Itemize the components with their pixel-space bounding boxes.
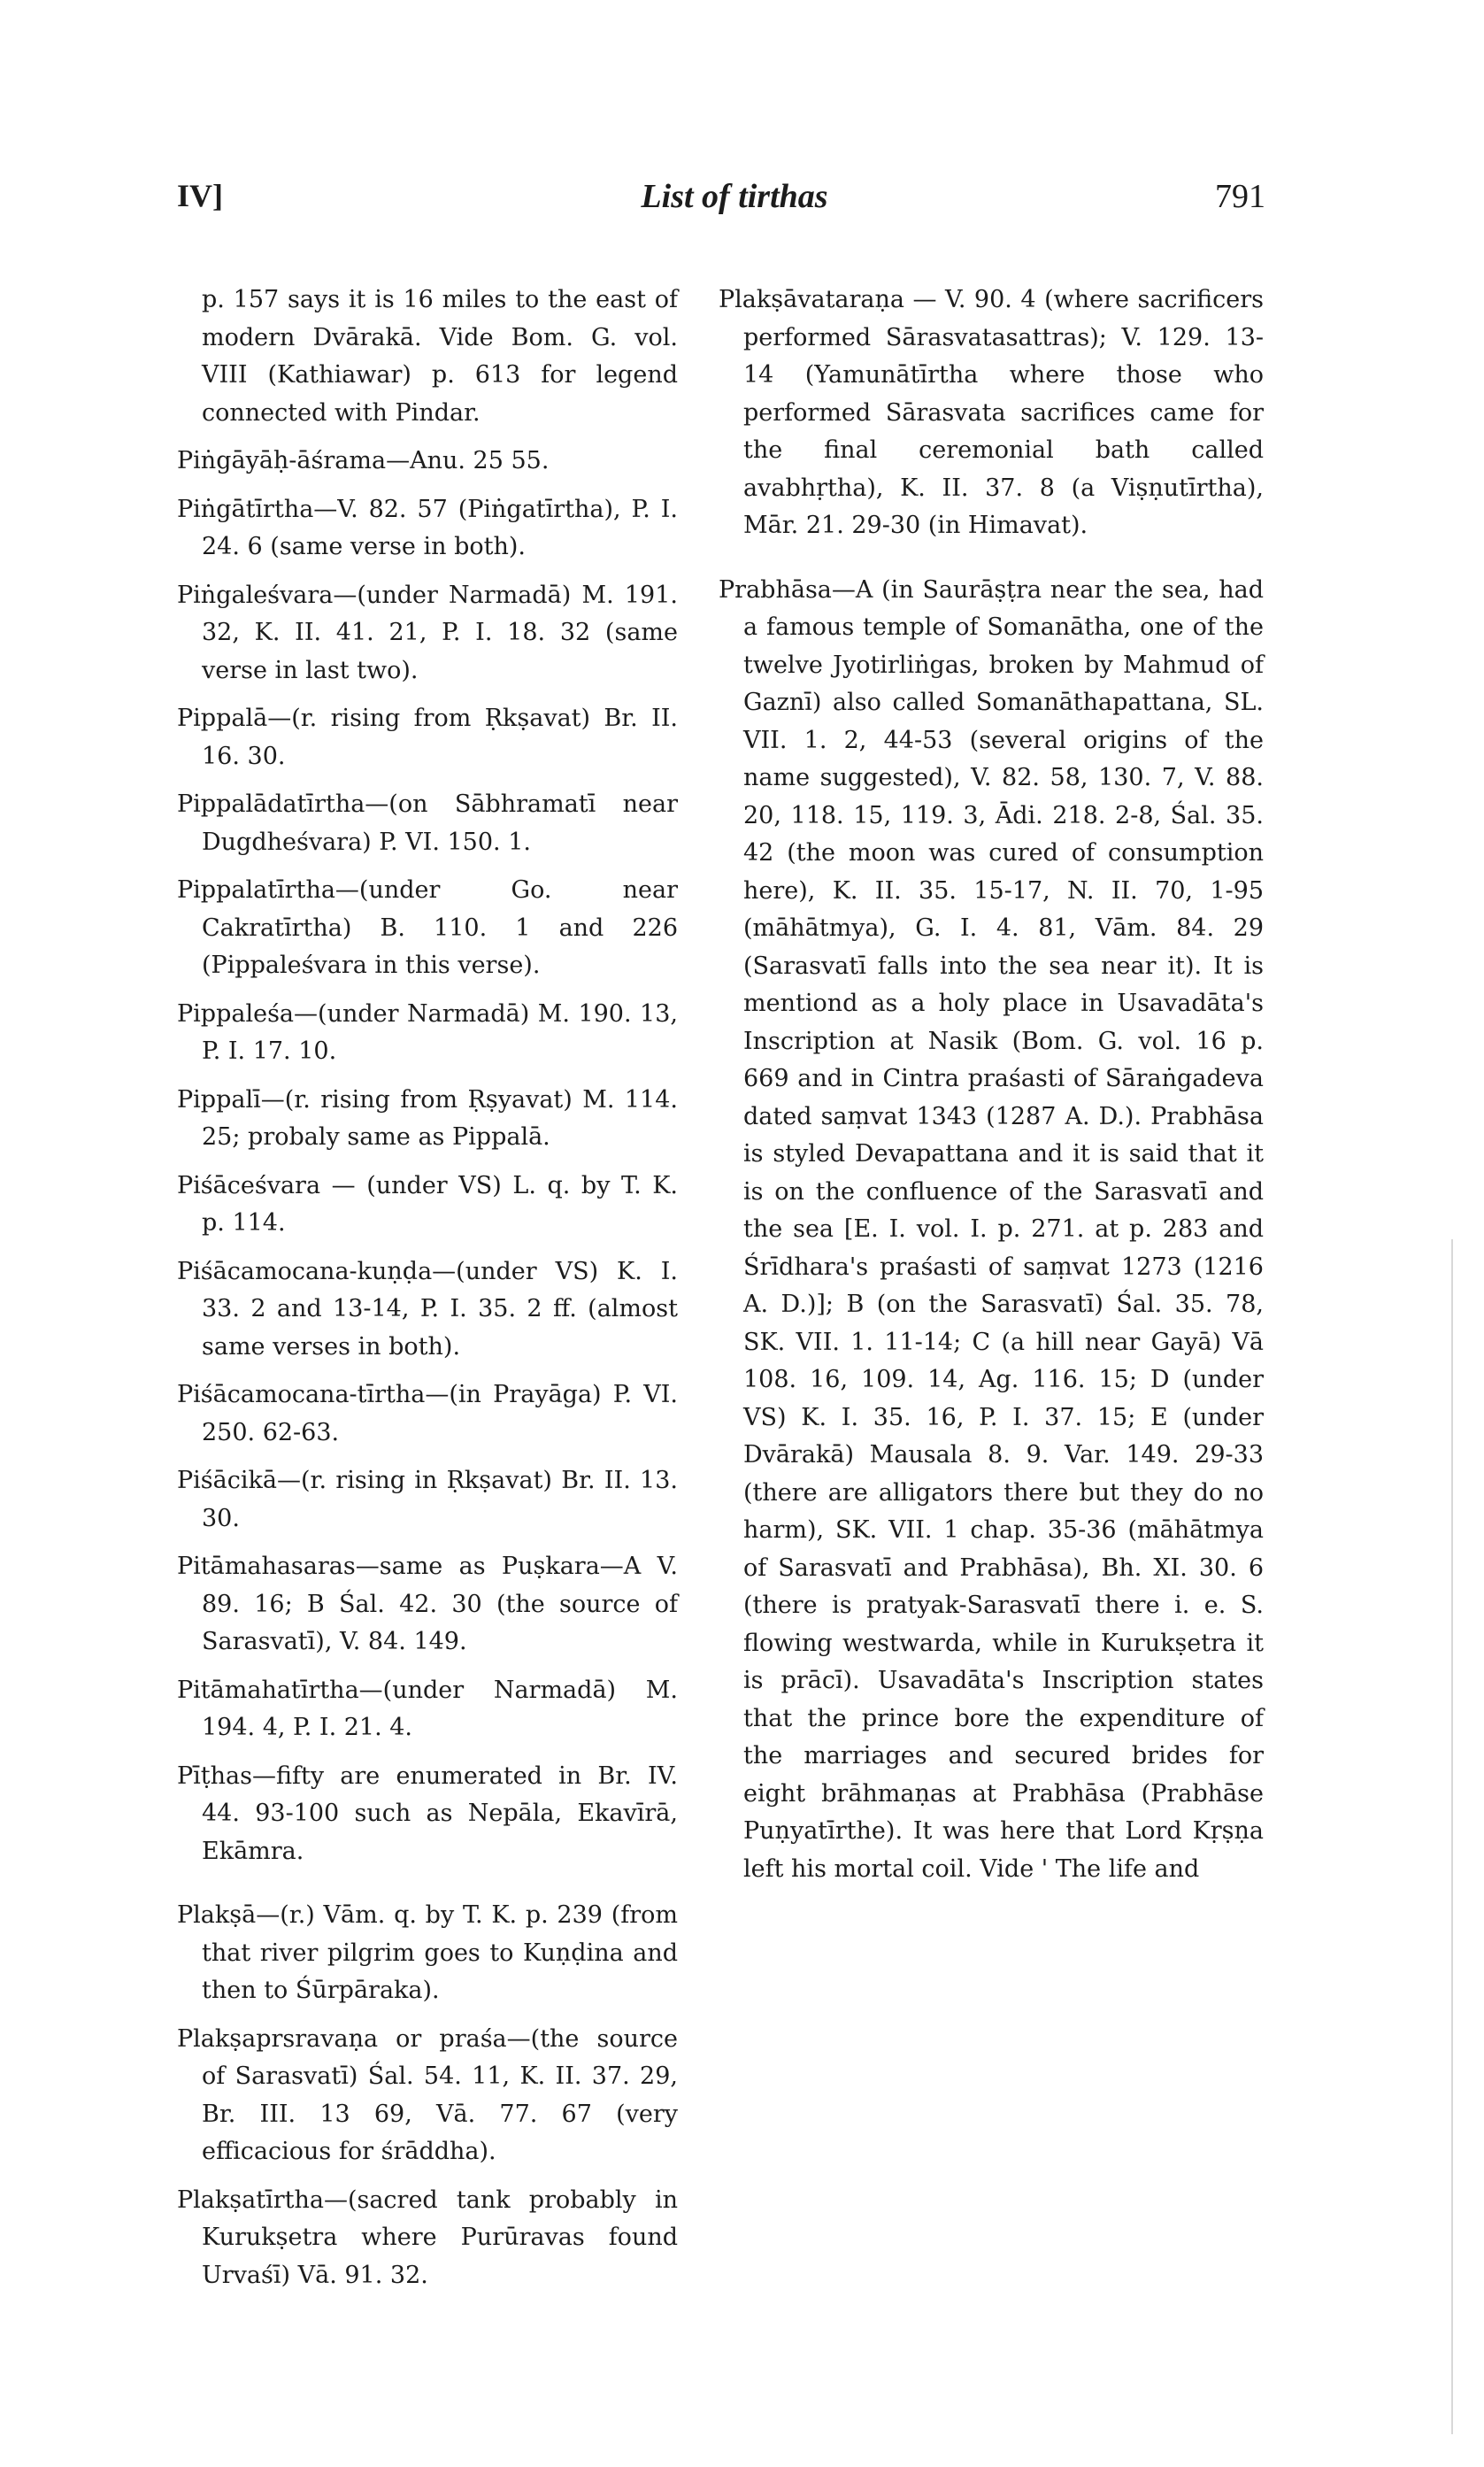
entry-pitamahasaras: Pitāmahasaras—same as Puṣkara—A V. 89. 16; B Śal. 42. 30 (the source of Sarasvatī), V. 84. 149. <box>177 1553 678 1655</box>
entry-pingatirtha: Piṅgātīrtha—V. 82. 57 (Piṅgatīrtha), P. I. 24. 6 (same verse in both). <box>177 495 678 560</box>
entry-pingayah-asrama: Piṅgāyāḥ-āśrama—Anu. 25 55. <box>177 447 550 474</box>
entry-pisacesvara: Piśāceśvara — (under VS) L. q. by T. K. p. 114. <box>177 1171 678 1237</box>
page-number: 791 <box>1215 178 1265 215</box>
entry-plaksatirtha: Plakṣatīrtha—(sacred tank probably in Kurukṣetra where Purūravas found Urvaśī) Vā. 91. 32. <box>177 2186 678 2289</box>
entry-pithas: Pīṭhas—fifty are enumerated in Br. IV. 44. 93-100 such as Nepāla, Ekavīrā, Ekāmra. <box>177 1762 678 1865</box>
scan-edge-line <box>1451 1239 1453 2434</box>
entry-pippala: Pippalā—(r. rising from Ṛkṣavat) Br. II. 16. 30. <box>177 705 678 770</box>
entry-continuation: p. 157 says it is 16 miles to the east of modern Dvārakā. Vide Bom. G. vol. VIII (Kathiawar) p. 613 for legend connected with Pindar. <box>202 286 678 427</box>
entry-pisacika: Piśācikā—(r. rising in Ṛkṣavat) Br. II. 13. 30. <box>177 1467 678 1532</box>
running-title: List of tirthas <box>641 178 828 215</box>
entry-pippali: Pippalī—(r. rising from Ṛṣyavat) M. 114. 25; probaly same as Pippalā. <box>177 1085 678 1151</box>
entry-pippaladatirtha: Pippalādatīrtha—(on Sābhramatī near Dugdheśvara) P. VI. 150. 1. <box>177 790 678 856</box>
entry-pisacamocana-tirtha: Piśācamocana-tīrtha—(in Prayāga) P. VI. 250. 62-63. <box>177 1381 678 1446</box>
entry-plaksaprsravana: Plakṣaprsravaṇa or praśa—(the source of Sarasvatī) Śal. 54. 11, K. II. 37. 29, Br. III. 13 69, Vā. 77. 67 (very efficacious for śrāddha). <box>177 2024 678 2165</box>
entry-pippalatirtha: Pippalatīrtha—(under Go. near Cakratīrtha) B. 110. 1 and 226 (Pippaleśvara in this verse). <box>177 876 678 979</box>
entry-prabhasa: Prabhāsa—A (in Saurāṣṭra near the sea, had a famous temple of Somanātha, one of the twelve Jyotirliṅgas, broken by Mahmud of Gaznī) also called Somanāthapattana, SL. VII. 1. 2, 44-53 (several origins of the name suggested), V. 82. 58, 130. 7, V. 88. 20, 118. 15, 119. 3, Ādi. 218. 2-8, Śal. 35. 42 (the moon was cured of consumption here), K. II. 35. 15-17, N. II. 70, 1-95 (māhātmya), G. I. 4. 81, Vām. 84. 29 (Sarasvatī falls into the sea near it). It is mentiond as a holy place in Usavadāta's Inscription at Nasik (Bom. G. vol. 16 p. 669 and in Cintra praśasti of Sāraṅgadeva dated saṃvat 1343 (1287 A. D.). Prabhāsa is styled Devapattana and it is said that it is on the confluence of the Sarasvatī and the sea [E. I. vol. I. p. 271. at p. 283 and Śrīdhara's praśasti of saṃvat 1273 (1216 A. D.)]; B (on the Sarasvatī) Śal. 35. 78, SK. VII. 1. 11-14; C (a hill near Gayā) Vā 108. 16, 109. 14, Ag. 116. 15; D (under VS) K. I. 35. 16, P. I. 37. 15; E (under Dvārakā) Mausala 8. 9. Var. 149. 29-33 (there are alligators there but they do no harm), SK. VII. 1 chap. 35-36 (māhātmya of Sarasvatī and Prabhāsa), Bh. XI. 30. 6 (there is pratyak-Sarasvatī there i. e. S. flowing westwarda, while in Kurukṣetra it is prācī). Usavadāta's Inscription states that the prince bore the expenditure of the marriages and secured brides for eight brāhmaṇas at Prabhāsa (Prabhāse Puṇyatīrthe). It was here that Lord Kṛṣṇa left his mortal coil. Vide ' The life and <box>719 575 1264 1883</box>
entry-plaksa: Plakṣā—(r.) Vām. q. by T. K. p. 239 (from that river pilgrim goes to Kuṇḍina and then to Śūrpāraka). <box>177 1901 678 2004</box>
section-number: IV] <box>177 178 223 213</box>
running-head <box>177 177 1265 230</box>
entry-pippalesa: Pippaleśa—(under Narmadā) M. 190. 13, P. I. 17. 10. <box>177 999 678 1065</box>
left-column <box>177 281 678 2305</box>
entry-pingalesvara: Piṅgaleśvara—(under Narmadā) M. 191. 32, K. II. 41. 21, P. I. 18. 32 (same verse in last two). <box>177 581 678 684</box>
right-column <box>719 281 1264 1899</box>
entry-pisacamocana-kunda: Piśācamocana-kuṇḍa—(under VS) K. I. 33. 2 and 13-14, P. I. 35. 2 ff. (almost same verses in both). <box>177 1257 678 1361</box>
entry-pitamahatirtha: Pitāmahatīrtha—(under Narmadā) M. 194. 4, P. I. 21. 4. <box>177 1676 678 1741</box>
entry-plaksavatarana: Plakṣāvataraṇa — V. 90. 4 (where sacrificers performed Sārasvatasattras); V. 129. 13-14 (Yamunātīrtha where those who performed Sārasvata sacrifices came for the final ceremonial bath called avabhṛtha), K. II. 37. 8 (a Viṣṇutīrtha), Mār. 21. 29-30 (in Himavat). <box>719 286 1264 539</box>
